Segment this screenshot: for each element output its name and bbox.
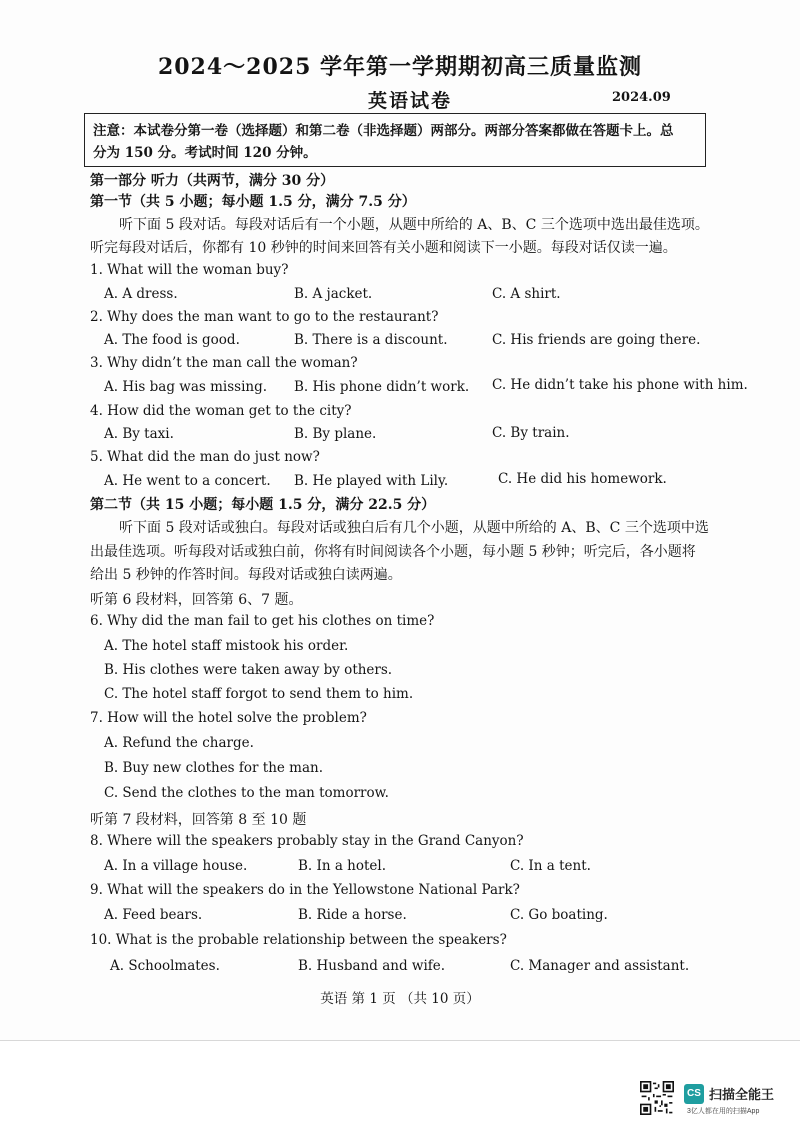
section2-heading: 第二节（共 15 小题；每小题 1.5 分，满分 22.5 分） xyxy=(90,497,436,513)
option-1c: C. A shirt. xyxy=(492,286,561,302)
option-9c: C. Go boating. xyxy=(510,907,608,923)
question-5: 5. What did the man do just now? xyxy=(90,449,320,465)
qr-code-icon xyxy=(640,1081,674,1115)
exam-title: 2024～2025 学年第一学期期初高三质量监测 xyxy=(157,54,643,80)
option-1a: A. A dress. xyxy=(104,286,178,302)
question-3: 3. Why didn’t the man call the woman? xyxy=(90,355,358,371)
section2-instruction-3: 给出 5 秒钟的作答时间。每段对话或独白读两遍。 xyxy=(90,567,402,583)
notice-line-2: 分为 150 分。考试时间 120 分钟。 xyxy=(93,145,317,161)
option-7a: A. Refund the charge. xyxy=(104,735,254,751)
section1-heading: 第一节（共 5 小题；每小题 1.5 分，满分 7.5 分） xyxy=(90,194,416,210)
scanner-brand-name: 扫描全能王 xyxy=(709,1087,775,1102)
scanner-tagline: 3亿人都在用的扫描App xyxy=(687,1108,760,1115)
question-6: 6. Why did the man fail to get his clothes on time? xyxy=(90,613,435,629)
option-2a: A. The food is good. xyxy=(104,332,240,348)
question-1: 1. What will the woman buy? xyxy=(90,262,289,278)
option-3b: B. His phone didn’t work. xyxy=(294,379,470,395)
option-9a: A. Feed bears. xyxy=(104,907,203,923)
option-6b: B. His clothes were taken away by others. xyxy=(104,662,393,678)
option-5a: A. He went to a concert. xyxy=(104,473,271,489)
part1-heading: 第一部分 听力（共两节，满分 30 分） xyxy=(90,173,335,189)
option-10c: C. Manager and assistant. xyxy=(510,958,690,974)
exam-subtitle: 英语试卷 xyxy=(368,90,453,112)
page-footer: 英语 第 1 页 （共 10 页） xyxy=(320,991,480,1007)
option-3a: A. His bag was missing. xyxy=(104,379,268,395)
section1-instruction-2: 听完每段对话后，你都有 10 秒钟的时间来回答有关小题和阅读下一小题。每段对话仅读一遍。 xyxy=(90,240,677,256)
option-6a: A. The hotel staff mistook his order. xyxy=(104,638,349,654)
question-8: 8. Where will the speakers probably stay in the Grand Canyon? xyxy=(90,833,524,849)
question-4: 4. How did the woman get to the city? xyxy=(90,403,352,419)
option-3c: C. He didn’t take his phone with him. xyxy=(492,377,748,393)
question-10: 10. What is the probable relationship between the speakers? xyxy=(90,932,507,948)
section2-instruction-1: 听下面 5 段对话或独白。每段对话或独白后有几个小题，从题中所给的 A、B、C 三个选项中选 xyxy=(119,520,709,536)
option-6c: C. The hotel staff forgot to send them to him. xyxy=(104,686,414,702)
option-7b: B. Buy new clothes for the man. xyxy=(104,760,324,776)
option-8a: A. In a village house. xyxy=(104,858,248,874)
question-2: 2. Why does the man want to go to the restaurant? xyxy=(90,309,439,325)
exam-date: 2024.09 xyxy=(612,90,671,105)
option-5c: C. He did his homework. xyxy=(498,471,667,487)
notice-line-1: 注意：本试卷分第一卷（选择题）和第二卷（非选择题）两部分。两部分答案都做在答题卡上。总 xyxy=(93,123,674,139)
section1-instruction-1: 听下面 5 段对话。每段对话后有一个小题，从题中所给的 A、B、C 三个选项中选出最佳选项。 xyxy=(119,217,709,233)
option-8b: B. In a hotel. xyxy=(298,858,387,874)
option-10a: A. Schoolmates. xyxy=(110,958,220,974)
page-edge-divider xyxy=(0,1040,800,1041)
option-5b: B. He played with Lily. xyxy=(294,473,449,489)
option-4a: A. By taxi. xyxy=(104,426,174,442)
question-7: 7. How will the hotel solve the problem? xyxy=(90,710,367,726)
option-1b: B. A jacket. xyxy=(294,286,373,302)
option-4c: C. By train. xyxy=(492,425,570,441)
option-9b: B. Ride a horse. xyxy=(298,907,407,923)
scanner-logo-badge: CS xyxy=(684,1084,704,1104)
option-7c: C. Send the clothes to the man tomorrow. xyxy=(104,785,389,801)
notice-box xyxy=(84,113,706,167)
option-2c: C. His friends are going there. xyxy=(492,332,701,348)
material-6-heading: 听第 6 段材料，回答第 6、7 题。 xyxy=(90,592,303,608)
question-9: 9. What will the speakers do in the Yellowstone National Park? xyxy=(90,882,520,898)
option-10b: B. Husband and wife. xyxy=(298,958,446,974)
section2-instruction-2: 出最佳选项。听每段对话或独白前，你将有时间阅读各个小题，每小题 5 秒钟；听完后，各小题将 xyxy=(90,544,696,560)
option-2b: B. There is a discount. xyxy=(294,332,448,348)
material-7-heading: 听第 7 段材料，回答第 8 至 10 题 xyxy=(90,812,307,828)
option-8c: C. In a tent. xyxy=(510,858,591,874)
option-4b: B. By plane. xyxy=(294,426,377,442)
